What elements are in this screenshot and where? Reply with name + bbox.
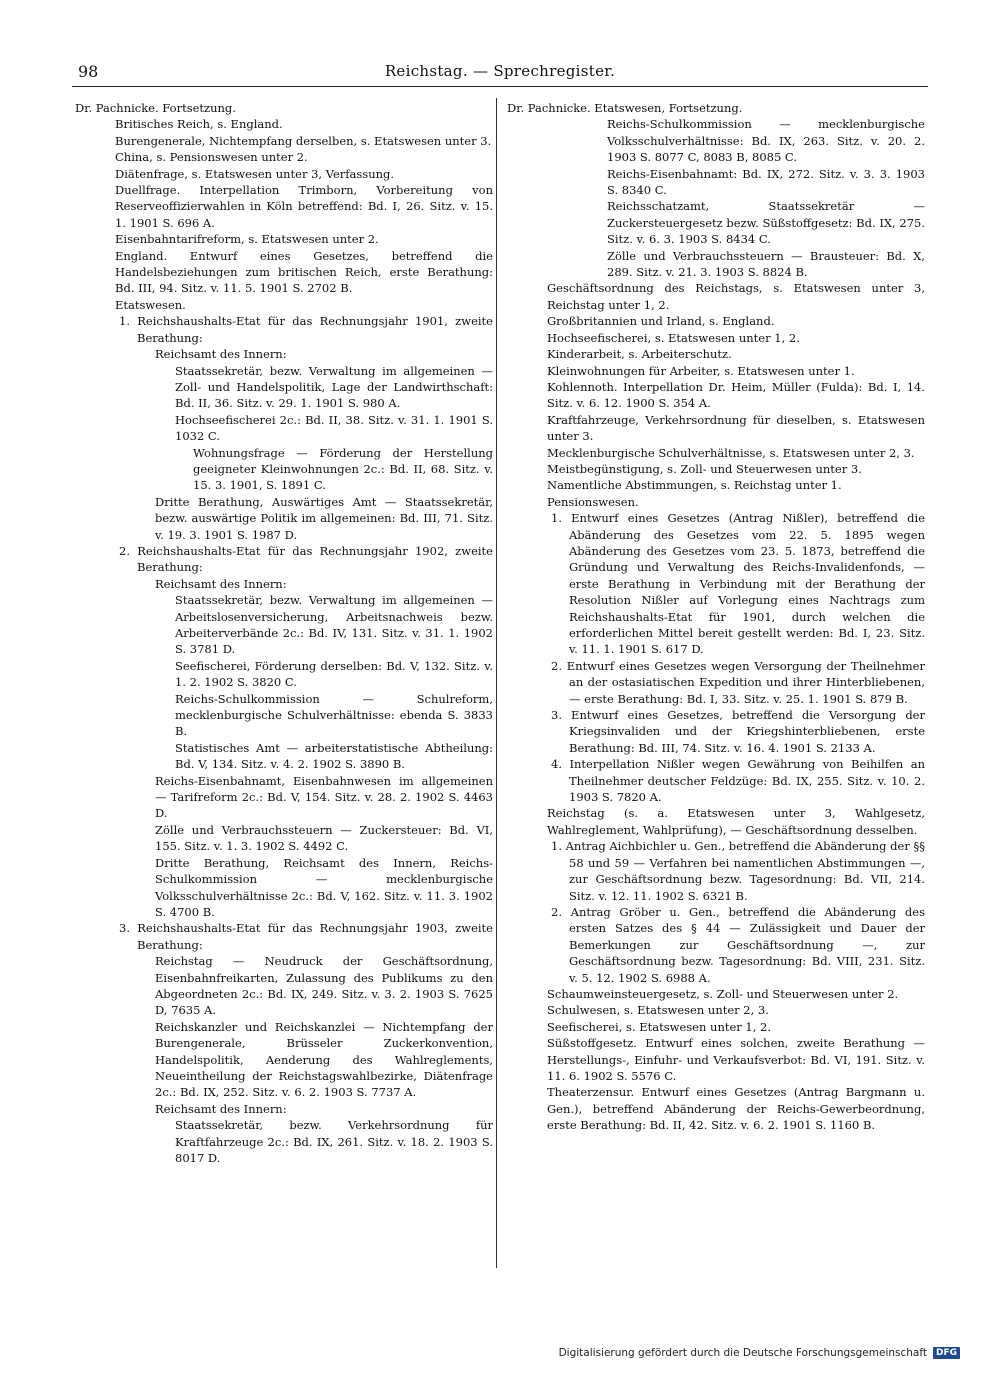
register-entry: Reichskanzler und Reichskanzlei — Nichtempfang der Burengenerale, Brüsseler Zuckerkonvention, Handelspolitik, Aenderung des Wahlreglements, Neueintheilung der Reichstagswahlbezirke, Diätenfrage 2c.: Bd. IX, 252. Sitz. v. 6. 2. 1903 S. 7737 A. — [155, 1019, 493, 1100]
register-entry: Seefischerei, Förderung derselben: Bd. V, 132. Sitz. v. 1. 2. 1902 S. 3820 C. — [175, 658, 493, 690]
register-entry: Eisenbahntarifreform, s. Etatswesen unter 2. — [115, 232, 379, 247]
register-entry: Kohlennoth. Interpellation Dr. Heim, Müller (Fulda): Bd. I, 14. Sitz. v. 6. 12. 1900 S. 354 A. — [547, 379, 925, 411]
register-entry: Reichsamt des Innern: — [155, 576, 287, 591]
register-entry: 2. Antrag Gröber u. Gen., betreffend die Abänderung des ersten Satzes des § 44 — Zulässigkeit und Dauer der Bemerkungen zur Geschäftsordnung —, zur Geschäftsordnung bezw. Tagesordnung: Bd. VIII, 231. Sitz. v. 5. 12. 1902 S. 6988 A. — [551, 904, 925, 985]
register-entry: Diätenfrage, s. Etatswesen unter 3, Verfassung. — [115, 166, 395, 181]
page-number: 98 — [78, 62, 99, 81]
register-entry: Kraftfahrzeuge, Verkehrsordnung für dieselben, s. Etatswesen unter 3. — [547, 412, 925, 444]
register-entry: Kinderarbeit, s. Arbeiterschutz. — [547, 347, 732, 362]
page-header-title: Reichstag. — Sprechregister. — [384, 62, 616, 80]
register-entry: Etatswesen. — [115, 297, 186, 312]
register-entry: Zölle und Verbrauchssteuern — Zuckersteuer: Bd. VI, 155. Sitz. v. 1. 3. 1902 S. 4492 C. — [155, 822, 493, 854]
register-entry: England. Entwurf eines Gesetzes, betreffend die Handelsbeziehungen zum britischen Reich, erste Berathung: Bd. III, 94. Sitz. v. 11. 5. 1901 S. 2702 B. — [115, 248, 493, 296]
footer-text: Digitalisierung gefördert durch die Deutsche Forschungsgemeinschaft — [558, 1347, 927, 1359]
register-entry: Meistbegünstigung, s. Zoll- und Steuerwesen unter 3. — [547, 461, 862, 476]
register-entry: Hochseefischerei, s. Etatswesen unter 1, 2. — [547, 330, 800, 345]
register-entry: Wohnungsfrage — Förderung der Herstellung geeigneter Kleinwohnungen 2c.: Bd. II, 68. Sitz. v. 15. 3. 1901, S. 1891 C. — [193, 445, 493, 493]
column-divider — [496, 98, 497, 1268]
register-entry: 1. Antrag Aichbichler u. Gen., betreffend die Abänderung der §§ 58 und 59 — Verfahren bei namentlichen Abstimmungen —, zur Geschäftsordnung bezw. Tagesordnung: Bd. VII, 214. Sitz. v. 12. 11. 1902 S. 6321 B. — [551, 839, 926, 903]
register-entry: Reichs-Schulkommission — mecklenburgische Volksschulverhältnisse: Bd. IX, 263. Sitz. v. 20. 2. 1903 S. 8077 C, 8083 B, 8085 C. — [607, 117, 925, 165]
register-entry: Dritte Berathung, Reichsamt des Innern, Reichs-Schulkommission — mecklenburgische Volksschulverhältnisse 2c.: Bd. V, 162. Sitz. v. 11. 3. 1902 S. 4700 B. — [155, 855, 493, 919]
register-entry: Staatssekretär, bezw. Verkehrsordnung für Kraftfahrzeuge 2c.: Bd. IX, 261. Sitz. v. 18. 2. 1903 S. 8017 D. — [175, 1118, 493, 1165]
left-column — [75, 100, 493, 1166]
register-entry: 1. Entwurf eines Gesetzes (Antrag Nißler), betreffend die Abänderung des Gesetzes vom 22. 5. 1895 wegen Abänderung des Gesetzes vom 23. 5. 1873, betreffend die Gründung und Verwaltung des Reichs-Invalidenfonds, — erste Berathung in Verbindung mit der Berathung der Resolution Nißler auf Vorlegung eines Nachtrags zum Reichshaushalts-Etat für 1901, durch welchen die erforderlichen Mittel bereit gestellt werden: Bd. I, 23. Sitz. v. 11. 1. 1901 S. 617 D. — [551, 511, 925, 657]
register-entry: 3. Entwurf eines Gesetzes, betreffend die Versorgung der Kriegsinvaliden und der Kriegshinterbliebenen, erste Berathung: Bd. III, 74. Sitz. v. 16. 4. 1901 S. 2133 A. — [551, 708, 925, 755]
right-column — [507, 100, 925, 1134]
register-entry: Reichs-Eisenbahnamt, Eisenbahnwesen im allgemeinen — Tarifreform 2c.: Bd. V, 154. Sitz. v. 28. 2. 1902 S. 4463 D. — [155, 773, 493, 821]
register-entry: Reichsamt des Innern: — [155, 1101, 287, 1116]
register-entry: Theaterzensur. Entwurf eines Gesetzes (Antrag Bargmann u. Gen.), betreffend Abänderung der Reichs-Gewerbeordnung, erste Berathung: Bd. II, 42. Sitz. v. 6. 2. 1901 S. 1160 B. — [547, 1085, 925, 1133]
register-entry: Statistisches Amt — arbeiterstatistische Abtheilung: Bd. V, 134. Sitz. v. 4. 2. 1902 S. 3890 B. — [175, 740, 493, 772]
register-entry: 1. Reichshaushalts-Etat für das Rechnungsjahr 1901, zweite Berathung: — [119, 314, 493, 345]
register-entry: 3. Reichshaushalts-Etat für das Rechnungsjahr 1903, zweite Berathung: — [119, 921, 493, 952]
register-entry: Dritte Berathung, Auswärtiges Amt — Staatssekretär, bezw. auswärtige Politik im allgemeinen: Bd. III, 71. Sitz. v. 19. 3. 1901 S. 1987 D. — [155, 494, 493, 542]
dfg-logo: DFG — [933, 1347, 960, 1359]
register-entry: Reichstag (s. a. Etatswesen unter 3, Wahlgesetz, Wahlreglement, Wahlprüfung), — Geschäftsordnung desselben. — [547, 806, 925, 837]
register-entry: 4. Interpellation Nißler wegen Gewährung von Beihilfen an Theilnehmer deutscher Feldzüge: Bd. IX, 255. Sitz. v. 10. 2. 1903 S. 7820 A. — [551, 757, 925, 805]
register-entry: Hochseefischerei 2c.: Bd. II, 38. Sitz. v. 31. 1. 1901 S. 1032 C. — [175, 412, 493, 444]
register-entry: Pensionswesen. — [547, 494, 639, 509]
register-entry: Schaumweinsteuergesetz, s. Zoll- und Steuerwesen unter 2. — [547, 986, 899, 1001]
register-entry: Reichs-Eisenbahnamt: Bd. IX, 272. Sitz. v. 3. 3. 1903 S. 8340 C. — [607, 166, 925, 198]
register-entry: Dr. Pachnicke. Fortsetzung. — [75, 101, 236, 115]
register-entry: Namentliche Abstimmungen, s. Reichstag unter 1. — [547, 478, 842, 493]
register-entry: Staatssekretär, bezw. Verwaltung im allgemeinen — Zoll- und Handelspolitik, Lage der Landwirthschaft: Bd. II, 36. Sitz. v. 29. 1. 1901 S. 980 A. — [175, 363, 493, 411]
register-entry: Reichsamt des Innern: — [155, 347, 287, 362]
register-entry: 2. Reichshaushalts-Etat für das Rechnungsjahr 1902, zweite Berathung: — [119, 543, 493, 575]
register-entry: Reichstag — Neudruck der Geschäftsordnung, Eisenbahnfreikarten, Zulassung des Publikums zu den Abgeordneten 2c.: Bd. IX, 249. Sitz. v. 3. 2. 1903 S. 7625 D, 7635 A. — [155, 954, 493, 1018]
register-entry: Dr. Pachnicke. Etatswesen, Fortsetzung. — [507, 101, 743, 115]
register-entry: Großbritannien und Irland, s. England. — [547, 314, 775, 329]
register-entry: 2. Entwurf eines Gesetzes wegen Versorgung der Theilnehmer an der ostasiatischen Expedition und ihrer Hinterbliebenen, — erste Berathung: Bd. I, 33. Sitz. v. 25. 1. 1901 S. 879 B. — [551, 658, 925, 706]
register-entry: Burengenerale, Nichtempfang derselben, s. Etatswesen unter 3. — [115, 133, 492, 148]
footer — [559, 1347, 960, 1359]
register-entry: Zölle und Verbrauchssteuern — Brausteuer: Bd. X, 289. Sitz. v. 21. 3. 1903 S. 8824 B. — [607, 248, 925, 280]
register-entry: Staatssekretär, bezw. Verwaltung im allgemeinen — Arbeitslosenversicherung, Arbeitsnachweis bezw. Arbeiterverbände 2c.: Bd. IV, 131. Sitz. v. 31. 1. 1902 S. 3781 D. — [175, 593, 493, 657]
register-entry: Geschäftsordnung des Reichstags, s. Etatswesen unter 3, Reichstag unter 1, 2. — [547, 281, 925, 312]
register-entry: Britisches Reich, s. England. — [115, 117, 283, 132]
register-entry: Seefischerei, s. Etatswesen unter 1, 2. — [547, 1019, 772, 1034]
register-entry: Reichs-Schulkommission — Schulreform, mecklenburgische Schulverhältnisse: ebenda S. 3833 B. — [175, 691, 493, 739]
register-entry: Süßstoffgesetz. Entwurf eines solchen, zweite Berathung — Herstellungs-, Einfuhr- und Verkaufsverbot: Bd. VI, 191. Sitz. v. 11. 6. 1902 S. 5576 C. — [547, 1036, 925, 1083]
header-rule — [72, 86, 928, 87]
register-entry: Kleinwohnungen für Arbeiter, s. Etatswesen unter 1. — [547, 363, 855, 378]
register-entry: Mecklenburgische Schulverhältnisse, s. Etatswesen unter 2, 3. — [547, 445, 915, 460]
register-entry: Duellfrage. Interpellation Trimborn, Vorbereitung von Reserveoffizierwahlen in Köln betreffend: Bd. I, 26. Sitz. v. 15. 1. 1901 S. 696 A. — [115, 183, 493, 230]
register-entry: China, s. Pensionswesen unter 2. — [115, 150, 308, 165]
register-entry: Schulwesen, s. Etatswesen unter 2, 3. — [547, 1003, 769, 1018]
register-entry: Reichsschatzamt, Staatssekretär — Zuckersteuergesetz bezw. Süßstoffgesetz: Bd. IX, 275. Sitz. v. 6. 3. 1903 S. 8434 C. — [607, 199, 925, 247]
